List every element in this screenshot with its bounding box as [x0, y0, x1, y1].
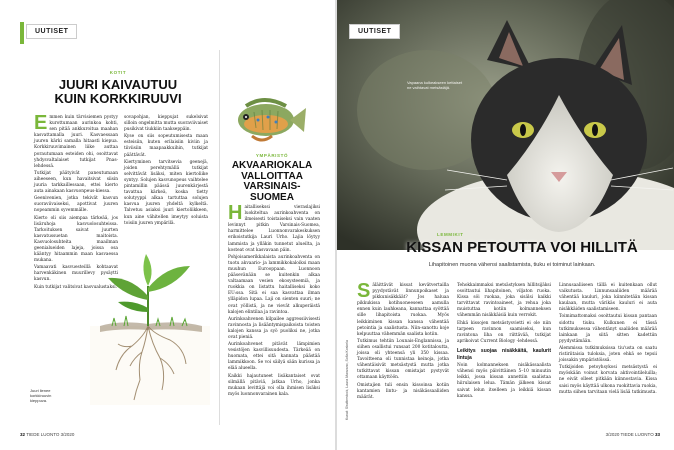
article-headline: JUURI KAIVAUTUU KUIN KORKKIRUUVI — [54, 77, 182, 106]
drop-cap: S — [357, 280, 371, 302]
photo-credit: Kuvat: Shutterstock, Laura Manzano, Sofia Koskela — [345, 340, 349, 420]
cat-article-col1: Säläittävät kissat kevätvertailla pyydystävät linnunpoikaset ja pikkunisäkkäät? Jos haluaa pikkukissa kotihuoneeseen aamulla ennen kuin lauhkeana, kannattaa syöttää sille lihapitoista ruokaa. Myös leikkiminen kissan kanssa vähentää petointia ja saalistusta. Niin-sanottu koje kelpuuttaa vähemmän saalista kotiin. Tutkimus tehtiin Lounais-Englannissa, ja siihen osallistui runsaat 200 kotitaloutta, joissa oli yhteensä yli 350 kissaa. Tavoitteena oli tunnistaa keinoja, jotka vähentäisivät metsästystä mutta jotka tutkittavat kissan omistajat pystyvät ottamaan käyttöön. Omistajien tuli ensin kissoinsa kotiin kantamien lintu- ja nisäkässaaliiden määrät. — [357, 280, 449, 400]
page-folio-left: 32 TIEDE LUONTO 3/2020 — [20, 432, 75, 437]
article-kicker: KOTIT — [109, 70, 127, 75]
section-accent-bar — [20, 22, 24, 44]
sprout-roots-illustration — [90, 240, 210, 405]
drop-cap: H — [228, 202, 243, 224]
cat-article-col3: Linnusaaliiseen tällä ei kuitenkaan ollut vaikutusta. Linnunsaaliiden määrää vähentää kauluri, joka kiinnitetään kissan kaulaan, mutta värikäs kauluri ei auta nisäkkäiden saalistamiseen. Toimimattomaksi osoittautui kissan pantaan sidottu tiuku. Kulkunen ei tässä tutkimuksessa vähentänyt saaliiden määrää lainkaan ja siitä sitten kadettiin pyydystämään. Alemmissa tutkimuksissa tiu'usta on saatu ristiriitaisia tuloksia, joten ehkä se tepsii joissakin ympäristöissä. Tutkijoiden petoyhsykosi metsästystä ei myöskään voinut korvata aktivointileluilla; ne eivät olleet pitkään kiinnostavia. Kissa saisi myös käyttää ulkona ruokittavia ruokia, mutta siihen tarvitaan vielä lisää tutkimusta. — [559, 283, 657, 395]
article2-body: Haitallisekssi vieraslajiksi luokiteltua aurinkoahventa on ilmeisesti toistaiseksi vain vaaten levinnyt pitkin Varsinais-Suomea, harmittelee Luonnonvarakeskuksen erikoistutkija Lauri Urho. Lajia löytyy lammista ja ylläkin tunnetut alueilta, ja kosteat ovat kasvavaan päin. Pohjoisamerikkalaista aurinkoahventa on tuotu akvaario- ja lammikkokaloiksi maan muuhun Eurooppaan. Luonnoon pääsevänään se kuitenkin alkaa valtaamaan vesien ekosysteemiä, ja ruokkia on listattu haitalliseksi koko EU:ssa. Sitä ei saa kasvattaa ilman ylläpidon lupaa. Laji on sienten suuri; ne ovat yöllistä, ja ne vievät alkuperäistä kalojen elintilaa ja ravintoa. Aurinkoahvenen kilpailee aggressiivisesti ravinnosta ja lisääntymispaikoista toisten kalojen kanssa ja syö puoliksi ne, jotka ovat pieniä. Aurinkoahvenet pitävät lämpimien vesistöjen kasvillisuudesta. Tärkeää on huomata, ettei sitä kannata päästää lammikkoon. Se voi säilyä sään kurissa ja elää alueella. Kaikki hajautuneet lisäkantaiset ovat silmällä pitäviä, jatkaa Urho, jonka mukaan levittäjä voi olla ihmisen lisäksi myös luonnonvarainen kala. — [228, 202, 320, 397]
column-divider — [219, 50, 220, 425]
article2-kicker: YMPÄRISTÖ — [255, 153, 289, 158]
left-page — [0, 0, 336, 450]
article-roots — [18, 70, 218, 105]
roots-caption: Juuri lienee korkkiruuvin kieppuva. — [30, 388, 52, 404]
article-kicker: LEMMIKIT — [437, 232, 464, 237]
page-folio-right: 3/2020 TIEDE LUONTO 33 — [605, 432, 660, 437]
article-sunfish — [222, 153, 322, 203]
cat-article-col2: Tehokkaimmaksi metsästyksen hillitsijäksi osoittautui lihapitoinen, viljaton ruoka. Kissa söi ruokaa, joka sisälsi kaikki tarvittavat ravintoaineet, ja rehua joka muistuttaa kotiin kolmanneksen vähemmän nisäkkäisiä kuin verrokit. Ehkä kissojen metsästysvietti ei ole niin tarpeen ravinnon saamiseksi, kun ravintona liha on riittävää, tutkijat aprikoivat Current Biology -lehdessä. Leikitys suojaa nisäkkäitä, kaulurit lintuja Noin kolmanneksen nisäkässaalista vähensi myös päivittäinen 5–10 minuutin leikki, jossa kissan annettiin saalistaa hiirulaisen lelua. Tämän jälkeen kissat saivat lelun itselleen ja leikkiä kissan kanssa. — [457, 283, 551, 399]
cat-article-deck: Lihapitoinen muona vähensi saalistamista, tiuku ei toiminut lainkaan. — [428, 262, 596, 268]
right-page — [337, 0, 674, 450]
drop-cap: E — [34, 112, 48, 134]
article-body-col1: Emmen kuin tärvisiemen pystyy kurottumaan aurinkoa kohti, sen pitää ankkuroitua maahan kasvattamalla juuri. Kasvaessaan juuren kärki samalla hitaasti kiepua. Korkkiruuvimainen liike auttaa porautumaan esteiden ohi, osoittavat yhdysvaltalaiset tutkijat Pnas-lehdessä. Tutkijat päätyivät paneutumaan aiheeseen, kun havaitsivat siisin juuria tarkkaillessaan, ettei kierto auta ainakaan kasvuonpeus-kiessa. Geenivenien, jotka tekivät kasvun suoraviivaiseksi, apottivat juuren nopeammin syvemmälle. Kierto oli siis aiempaa tärkeää, jos lisäruhoja kasvuolosuhteissa. Tarkoituksen saivat juurten kasvatussuetan maitoista. Kasvuolosuhteita maailman geenialueiden lajeja, joissa osa kääntyy hitaammin maan kasvaessa mukana. Vamaavati kasvuesteillä kohtaavat harvenkäkinen muurillevy pysäytti kasvun. Kuin tutkijat valitsivat kasvualustaksi. — [34, 112, 118, 290]
article-body-col2: sovapohjan, kieppujat sukelsivat silloin ongelmitta mutta suoraviivaiset pusikivat tiukkiin taakseppäin. Kyse on siis sopeutumisesta maan esteisiin, kuten erilaisiin kiviin ja tiiviisiin maapaakkuihin, tutkijat päättävät. Kiertyminen tarvitsevia geenejä, joiden perehtymällä tutkijat selvittävät lisäksi, miten kiertoliike syntyy. Solujen kasvunopeus vaihtelee pintamillin päässä juurenkärjestä tavattua kärkeä, koska tietty solutyyppi alkaa tartuttaa solujen kasvua juuren yhdeltä kylkeltä. Talvetuu asiaksi juuri kiertoliikkeen, kun aine vähitellen imeytyy soluista toisiin juuren ympärilä. — [124, 115, 208, 226]
cat-article-subhead: Leikitys suojaa nisäkkäitä, kaulurit lintuja — [457, 347, 551, 362]
section-label: UUTISET — [26, 24, 77, 39]
article2-headline: AKVAARIOKALA VALLOITTAA VARSINAIS-SUOMEA — [231, 160, 313, 203]
section-label: UUTISET — [349, 24, 400, 39]
cat-article-headline: KISSAN PETOUTTA VOI HILLITÄ — [406, 239, 638, 256]
cat-photo-caption: Vapaana kulkeakseen kettaiset ne vaihtavat metsästäjä. — [407, 80, 463, 91]
sunfish-illustration — [228, 90, 308, 148]
